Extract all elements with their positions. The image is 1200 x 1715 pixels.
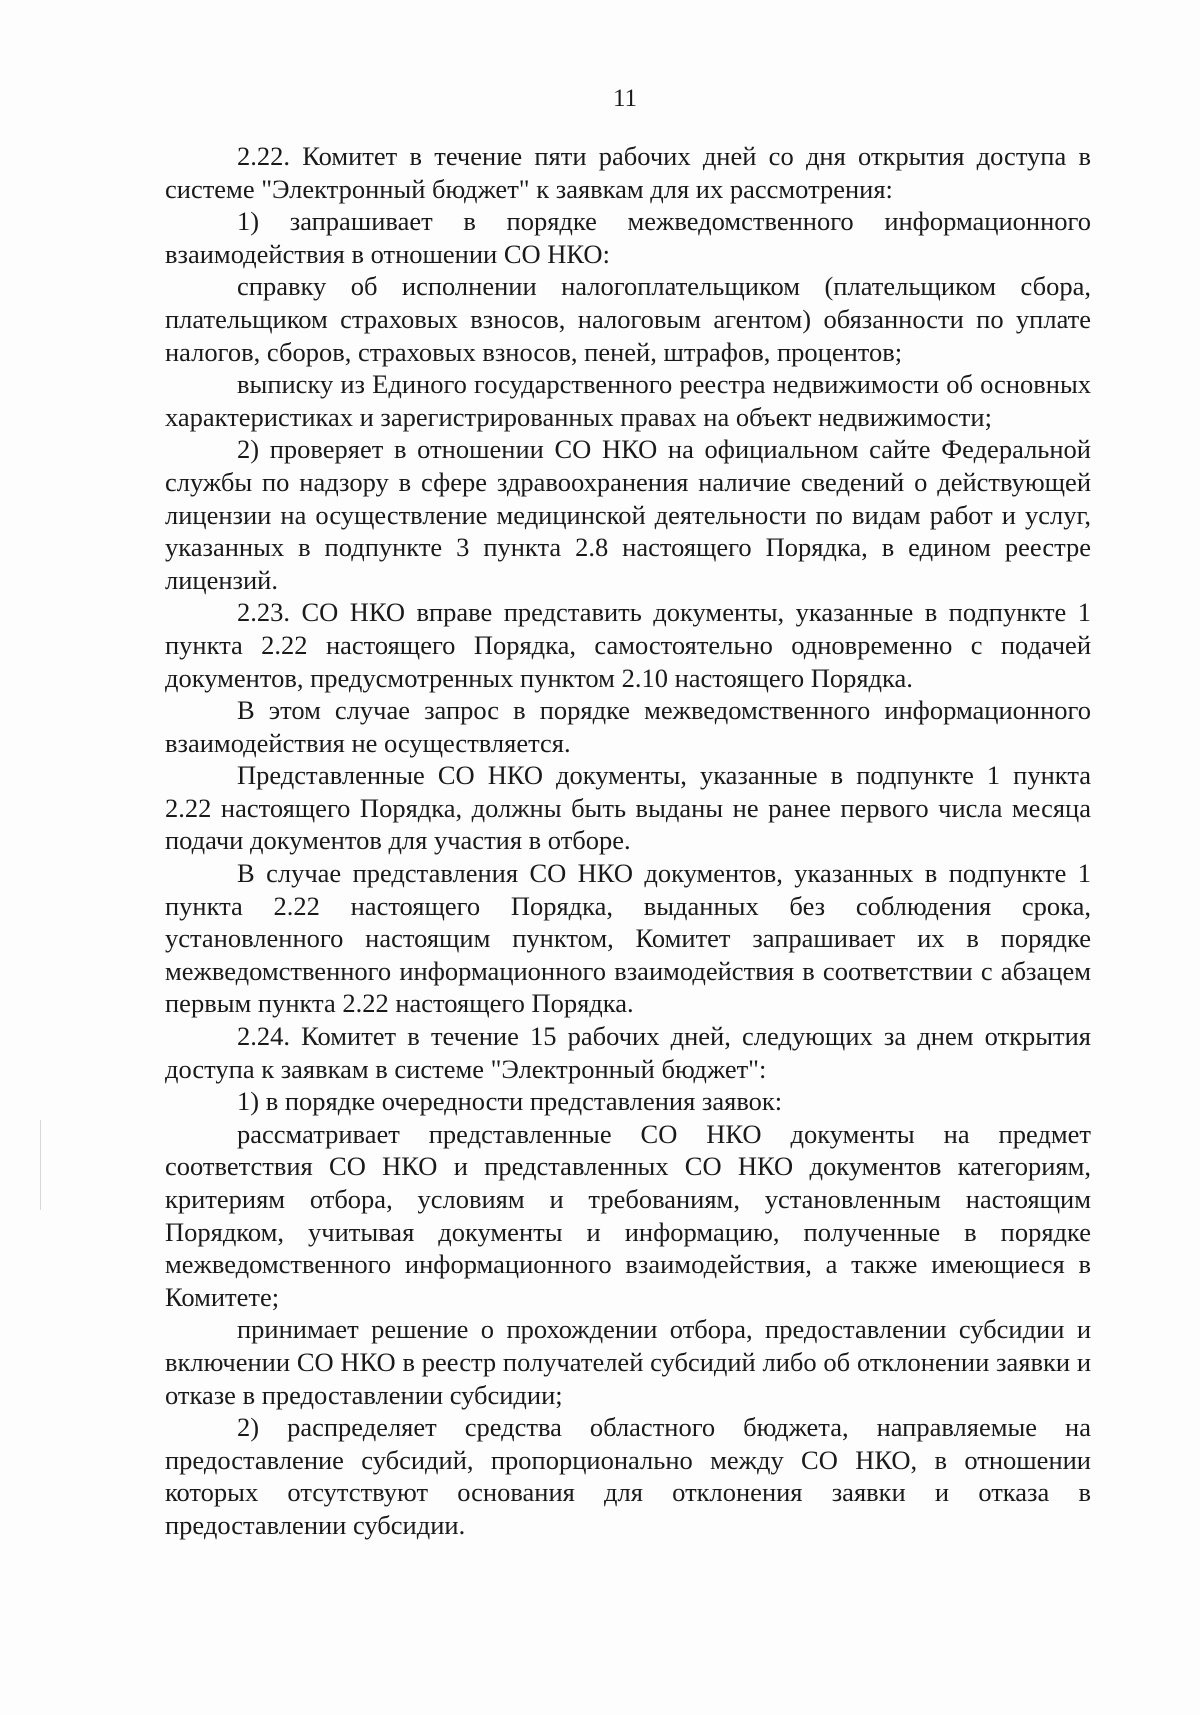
paragraph-2-22: 2.22. Комитет в течение пяти рабочих дней со дня открытия доступа в системе "Электронный бюджет" к заявкам для их рассмотрения: xyxy=(165,141,1091,204)
paragraph-documents-date: Представленные СО НКО документы, указанные в подпункте 1 пункта 2.22 настоящего Порядка, должны быть выданы не ранее первого числа месяца подачи документов для участия в отборе. xyxy=(165,760,1091,856)
paragraph-decision: принимает решение о прохождении отбора, предоставлении субсидии и включении СО НКО в реестр получателей субсидий либо об отклонении заявки и отказе в предоставлении субсидии; xyxy=(165,1314,1091,1410)
paragraph-2-22-item-2: 2) проверяет в отношении СО НКО на официальном сайте Федеральной службы по надзору в сфере здравоохранения наличие сведений о действующей лицензии на осуществление медицинской деятельности по видам работ и услуг, указанных в подпункте 3 пункта 2.8 настоящего Порядка, в едином реестре лицензий. xyxy=(165,434,1091,595)
paragraph-no-request: В этом случае запрос в порядке межведомственного информационного взаимодействия не осуществляется. xyxy=(165,695,1091,758)
scan-margin-mark xyxy=(40,1120,41,1210)
paragraph-2-24: 2.24. Комитет в течение 15 рабочих дней, следующих за днем открытия доступа к заявкам в системе "Электронный бюджет": xyxy=(165,1021,1091,1084)
document-body xyxy=(165,140,1091,1542)
paragraph-2-23: 2.23. СО НКО вправе представить документы, указанные в подпункте 1 пункта 2.22 настоящего Порядка, самостоятельно одновременно с подачей документов, предусмотренных пунктом 2.10 настоящего Порядка. xyxy=(165,597,1091,693)
paragraph-expired-documents: В случае представления СО НКО документов, указанных в подпункте 1 пункта 2.22 настоящего Порядка, выданных без соблюдения срока, установленного настоящим пунктом, Комитет запрашивает их в порядке межведомственного информационного взаимодействия в соответствии с абзацем первым пункта 2.22 настоящего Порядка. xyxy=(165,858,1091,1019)
paragraph-registry-extract: выписку из Единого государственного реестра недвижимости об основных характеристиках и зарегистрированных правах на объект недвижимости; xyxy=(165,369,1091,432)
page-number: 11 xyxy=(612,85,638,112)
paragraph-2-24-item-2: 2) распределяет средства областного бюджета, направляемые на предоставление субсидий, пропорционально между СО НКО, в отношении которых отсутствуют основания для отклонения заявки и отказа в предоставлении субсидии. xyxy=(165,1412,1091,1540)
paragraph-2-24-item-1: 1) в порядке очередности представления заявок: xyxy=(237,1086,783,1117)
paragraph-review-documents: рассматривает представленные СО НКО документы на предмет соответствия СО НКО и представленных СО НКО документов категориям, критериям отбора, условиям и требованиям, установленным настоящим Порядком, учитывая документы и информацию, полученные в порядке межведомственного информационного взаимодействия, а также имеющиеся в Комитете; xyxy=(165,1118,1091,1312)
paragraph-2-22-item-1: 1) запрашивает в порядке межведомственного информационного взаимодействия в отношении СО НКО: xyxy=(165,206,1091,269)
paragraph-tax-certificate: справку об исполнении налогоплательщиком (плательщиком сбора, плательщиком страховых взносов, налоговым агентом) обязанности по уплате налогов, сборов, страховых взносов, пеней, штрафов, процентов; xyxy=(165,271,1091,367)
